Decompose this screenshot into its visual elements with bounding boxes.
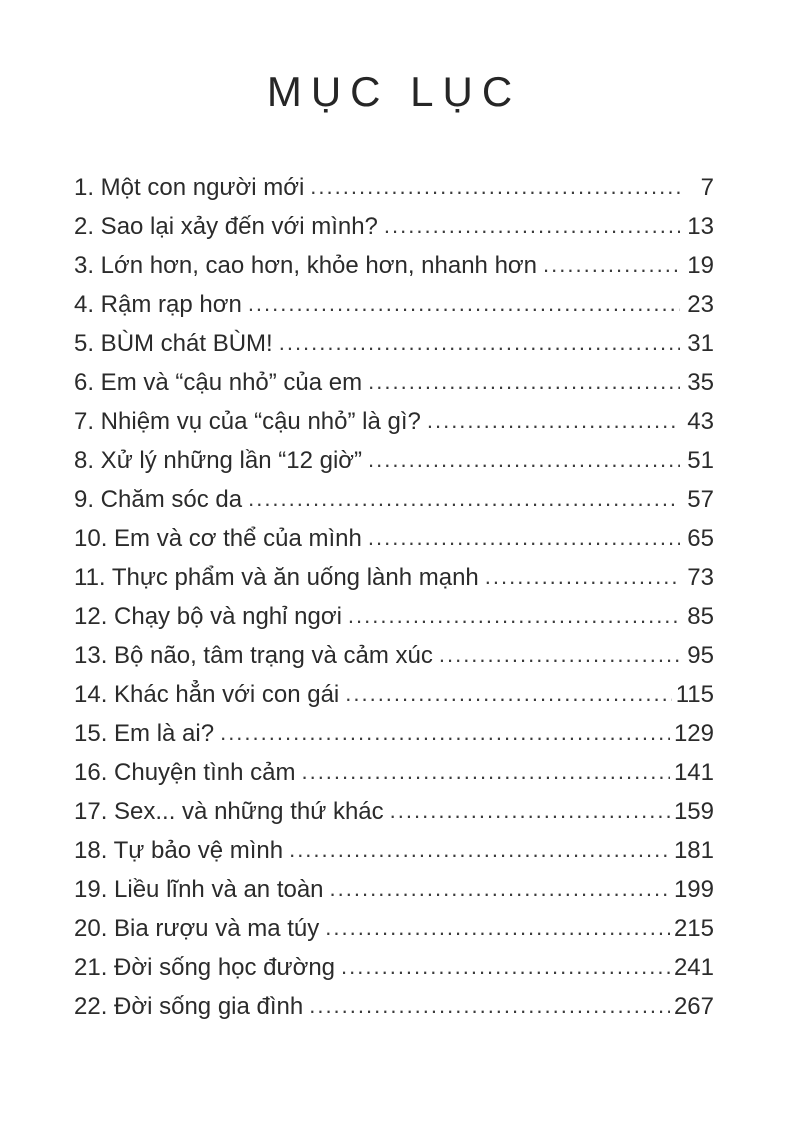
- toc-entry-page: 19: [687, 252, 714, 279]
- toc-entry-label: 17. Sex... và những thứ khác: [74, 798, 384, 825]
- toc-entry-page: 267: [673, 993, 714, 1020]
- toc-entry-page: 7: [700, 174, 714, 201]
- toc-entry: [74, 519, 714, 558]
- toc-entry-page: 141: [673, 759, 714, 786]
- toc-entry-label: 16. Chuyện tình cảm: [74, 759, 296, 786]
- dot-leader: [289, 830, 670, 869]
- dot-leader: [248, 284, 680, 323]
- toc-entry: [74, 402, 714, 441]
- dot-leader: [368, 440, 680, 479]
- toc-entry: [74, 441, 714, 480]
- toc-entry-page: 215: [673, 915, 714, 942]
- toc-entry-label: 11. Thực phẩm và ăn uống lành mạnh: [74, 564, 479, 591]
- toc-entry-label: 22. Đời sống gia đình: [74, 993, 304, 1020]
- toc-entry-label: 15. Em là ai?: [74, 720, 215, 747]
- toc-entry-label: 4. Rậm rạp hơn: [74, 291, 242, 318]
- toc-entry-label: 21. Đời sống học đường: [74, 954, 336, 981]
- dot-leader: [248, 479, 680, 518]
- dot-leader: [301, 752, 669, 791]
- toc-list: [74, 168, 714, 1026]
- toc-entry: [74, 285, 714, 324]
- toc-entry: [74, 636, 714, 675]
- dot-leader: [325, 908, 670, 947]
- dot-leader: [427, 401, 680, 440]
- dot-leader: [309, 986, 670, 1025]
- toc-entry-label: 20. Bia rượu và ma túy: [74, 915, 320, 942]
- toc-entry-label: 9. Chăm sóc da: [74, 486, 243, 513]
- toc-entry: [74, 987, 714, 1026]
- toc-entry-page: 57: [687, 486, 714, 513]
- toc-entry-page: 85: [687, 603, 714, 630]
- toc-entry-label: 8. Xử lý những lần “12 giờ”: [74, 447, 363, 474]
- toc-entry-label: 6. Em và “cậu nhỏ” của em: [74, 369, 363, 396]
- toc-entry: [74, 480, 714, 519]
- dot-leader: [439, 635, 680, 674]
- toc-entry-label: 5. BÙM chát BÙM!: [74, 330, 273, 357]
- dot-leader: [390, 791, 670, 830]
- toc-entry: [74, 714, 714, 753]
- toc-entry-page: 13: [687, 213, 714, 240]
- toc-entry-label: 3. Lớn hơn, cao hơn, khỏe hơn, nhanh hơn: [74, 252, 538, 279]
- toc-entry-page: 43: [687, 408, 714, 435]
- dot-leader: [345, 674, 671, 713]
- toc-entry-page: 115: [675, 681, 714, 708]
- page-title: MỤC LỤC: [266, 68, 522, 115]
- toc-entry-label: 10. Em và cơ thể của mình: [74, 525, 362, 552]
- toc-entry-page: 31: [687, 330, 714, 357]
- toc-entry: [74, 675, 714, 714]
- dot-leader: [543, 245, 680, 284]
- toc-entry: [74, 324, 714, 363]
- toc-entry-page: 35: [687, 369, 714, 396]
- toc-entry-label: 14. Khác hẳn với con gái: [74, 681, 340, 708]
- toc-entry-page: 95: [687, 642, 714, 669]
- toc-entry: [74, 363, 714, 402]
- toc-entry: [74, 246, 714, 285]
- toc-entry-page: 23: [687, 291, 714, 318]
- dot-leader: [368, 518, 680, 557]
- toc-entry-page: 73: [687, 564, 714, 591]
- dot-leader: [220, 713, 670, 752]
- toc-entry-page: 159: [673, 798, 714, 825]
- toc-entry: [74, 909, 714, 948]
- toc-entry-label: 13. Bộ não, tâm trạng và cảm xúc: [74, 642, 433, 669]
- dot-leader: [384, 206, 680, 245]
- toc-entry: [74, 207, 714, 246]
- toc-entry-page: 51: [687, 447, 714, 474]
- dot-leader: [485, 557, 680, 596]
- dot-leader: [310, 167, 680, 206]
- dot-leader: [279, 323, 680, 362]
- toc-entry: [74, 948, 714, 987]
- toc-entry-label: 18. Tự bảo vệ mình: [74, 837, 284, 864]
- toc-entry-page: 199: [673, 876, 714, 903]
- toc-entry: [74, 792, 714, 831]
- toc-entry-label: 2. Sao lại xảy đến với mình?: [74, 213, 378, 240]
- toc-entry-page: 129: [673, 720, 714, 747]
- dot-leader: [330, 869, 670, 908]
- toc-entry-page: 181: [673, 837, 714, 864]
- toc-entry: [74, 597, 714, 636]
- toc-entry-page: 65: [687, 525, 714, 552]
- dot-leader: [368, 362, 680, 401]
- toc-entry: [74, 558, 714, 597]
- toc-entry: [74, 753, 714, 792]
- toc-entry: [74, 870, 714, 909]
- dot-leader: [348, 596, 680, 635]
- toc-entry: [74, 831, 714, 870]
- toc-entry: [74, 168, 714, 207]
- dot-leader: [341, 947, 670, 986]
- toc-entry-page: 241: [673, 954, 714, 981]
- toc-entry-label: 12. Chạy bộ và nghỉ ngơi: [74, 603, 342, 630]
- toc-entry-label: 7. Nhiệm vụ của “cậu nhỏ” là gì?: [74, 408, 421, 435]
- toc-entry-label: 19. Liều lĩnh và an toàn: [74, 876, 324, 903]
- toc-entry-label: 1. Một con người mới: [74, 174, 305, 201]
